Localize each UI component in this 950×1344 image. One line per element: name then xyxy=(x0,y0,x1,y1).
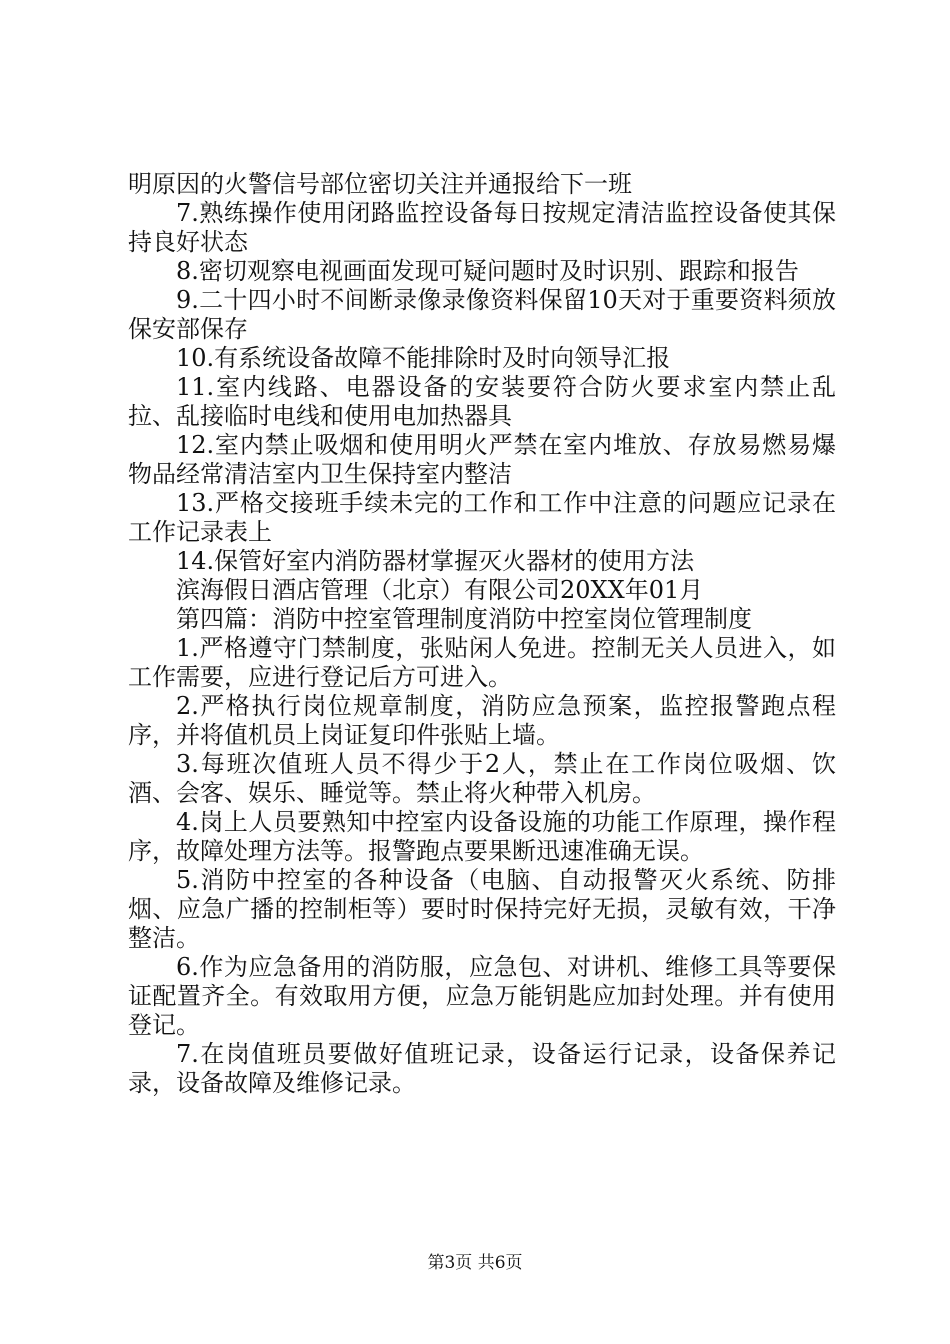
paragraph: 11.室内线路、电器设备的安装要符合防火要求室内禁止乱拉、乱接临时电线和使用电加热器具 xyxy=(128,373,836,430)
paragraph: 2.严格执行岗位规章制度，消防应急预案，监控报警跑点程序，并将值机员上岗证复印件张贴上墙。 xyxy=(128,692,836,749)
paragraph: 10.有系统设备故障不能排除时及时向领导汇报 xyxy=(176,344,671,372)
paragraph: 7.熟练操作使用闭路监控设备每日按规定清洁监控设备使其保持良好状态 xyxy=(128,199,836,256)
page-number: 第3页 共6页 xyxy=(427,1253,523,1273)
paragraph: 1.严格遵守门禁制度，张贴闲人免进。控制无关人员进入，如工作需要，应进行登记后方可进入。 xyxy=(128,634,836,691)
paragraph: 13.严格交接班手续未完的工作和工作中注意的问题应记录在工作记录表上 xyxy=(128,489,836,546)
paragraph: 7.在岗值班员要做好值班记录，设备运行记录，设备保养记录，设备故障及维修记录。 xyxy=(128,1040,836,1097)
paragraph: 12.室内禁止吸烟和使用明火严禁在室内堆放、存放易燃易爆物品经常清洁室内卫生保持室内整洁 xyxy=(128,431,836,488)
paragraph: 6.作为应急备用的消防服，应急包、对讲机、维修工具等要保证配置齐全。有效取用方便，应急万能钥匙应加封处理。并有使用登记。 xyxy=(128,953,836,1039)
paragraph: 5.消防中控室的各种设备（电脑、自动报警灭火系统、防排烟、应急广播的控制柜等）要时时保持完好无损，灵敏有效，干净整洁。 xyxy=(128,866,836,952)
company-signature: 滨海假日酒店管理（北京）有限公司20XX年01月 xyxy=(176,576,704,604)
paragraph: 3.每班次值班人员不得少于2人，禁止在工作岗位吸烟、饮酒、会客、娱乐、睡觉等。禁止将火种带入机房。 xyxy=(128,750,836,807)
paragraph: 明原因的火警信号部位密切关注并通报给下一班 xyxy=(128,170,632,198)
paragraph: 14.保管好室内消防器材掌握灭火器材的使用方法 xyxy=(176,547,695,575)
paragraph: 9.二十四小时不间断录像录像资料保留10天对于重要资料须放保安部保存 xyxy=(128,286,836,343)
document-body xyxy=(128,170,836,1098)
section-heading: 第四篇：消防中控室管理制度消防中控室岗位管理制度 xyxy=(176,605,752,633)
paragraph: 4.岗上人员要熟知中控室内设备设施的功能工作原理，操作程序，故障处理方法等。报警跑点要果断迅速准确无误。 xyxy=(128,808,836,865)
paragraph: 8.密切观察电视画面发现可疑问题时及时识别、跟踪和报告 xyxy=(176,257,799,285)
